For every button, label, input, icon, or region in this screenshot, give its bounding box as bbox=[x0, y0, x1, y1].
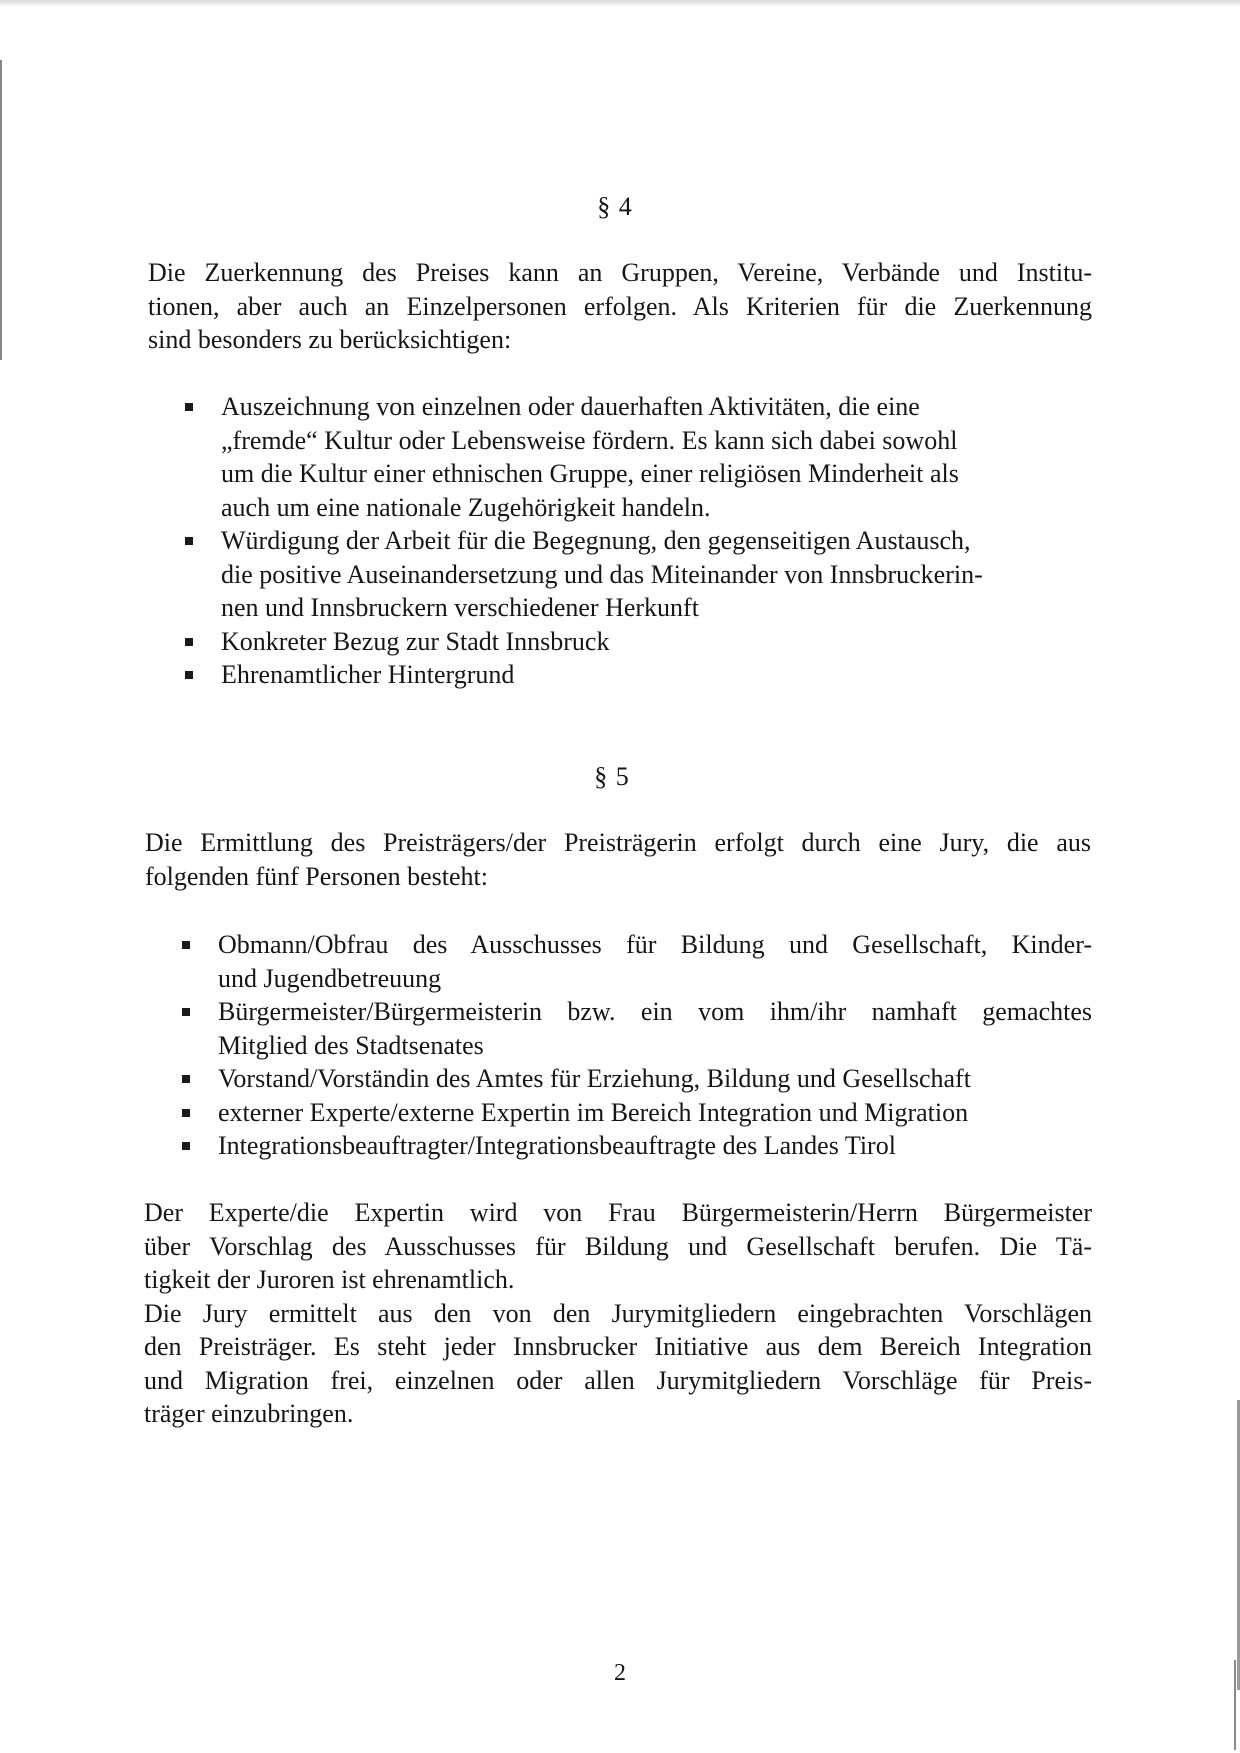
criteria-line: Konkreter Bezug zur Stadt Innsbruck bbox=[221, 626, 610, 656]
criteria-line: um die Kultur einer ethnischen Gruppe, einer religiösen Minderheit als bbox=[221, 459, 959, 488]
jury-member-line: externer Experte/externe Expertin im Bereich Integration und Migration bbox=[218, 1097, 969, 1127]
bullet-square-icon bbox=[185, 537, 193, 545]
section-5-closing-line: und Migration frei, einzelnen oder allen Jurymitgliedern Vorschläge für Preis- bbox=[144, 1365, 1092, 1395]
bullet-square-icon bbox=[182, 941, 190, 949]
scan-edge-top bbox=[0, 0, 1240, 7]
jury-member-line: Bürgermeister/Bürgermeisterin bzw. ein vom ihm/ihr namhaft gemachtes bbox=[218, 997, 1092, 1026]
jury-member-item bbox=[182, 995, 1092, 1062]
section-5-closing-line: träger einzubringen. bbox=[144, 1399, 354, 1428]
section-5-closing-line: tigkeit der Juroren ist ehrenamtlich. bbox=[144, 1265, 515, 1294]
section-5-jury-list bbox=[182, 928, 1092, 1163]
jury-member-item bbox=[182, 928, 1092, 995]
criteria-line: „fremde“ Kultur oder Lebensweise fördern. Es kann sich dabei sowohl bbox=[221, 425, 958, 455]
section-5-intro-line: Die Ermittlung des Preisträgers/der Preisträgerin erfolgt durch eine Jury, die aus bbox=[145, 828, 1091, 857]
section-4-intro-line: tionen, aber auch an Einzelpersonen erfolgen. Als Kriterien für die Zuerkennung bbox=[148, 291, 1092, 321]
bullet-square-icon bbox=[182, 1142, 190, 1150]
criteria-item bbox=[185, 658, 1085, 692]
section-5-closing-line: Die Jury ermittelt aus den von den Jurymitgliedern eingebrachten Vorschlägen bbox=[144, 1298, 1092, 1328]
section-5-closing bbox=[144, 1196, 1092, 1431]
criteria-line: Auszeichnung von einzelnen oder dauerhaften Aktivitäten, die eine bbox=[221, 392, 920, 421]
page-number: 2 bbox=[614, 1660, 626, 1686]
section-4-intro bbox=[148, 256, 1092, 357]
section-5-intro bbox=[145, 826, 1091, 893]
section-4-title: § 4 bbox=[597, 192, 633, 221]
section-5-closing-line: über Vorschlag des Ausschusses für Bildung und Gesellschaft berufen. Die Tä- bbox=[144, 1231, 1092, 1261]
bullet-square-icon bbox=[185, 638, 193, 646]
section-5-closing-line: den Preisträger. Es steht jeder Innsbrucker Initiative aus dem Bereich Integration bbox=[144, 1332, 1092, 1361]
jury-member-line: Obmann/Obfrau des Ausschusses für Bildung und Gesellschaft, Kinder- bbox=[218, 930, 1092, 959]
jury-member-line: und Jugendbetreuung bbox=[218, 963, 442, 993]
jury-member-item bbox=[182, 1096, 1092, 1130]
bullet-square-icon bbox=[182, 1109, 190, 1117]
section-4-intro-line: Die Zuerkennung des Preises kann an Gruppen, Vereine, Verbände und Institu- bbox=[148, 258, 1092, 287]
jury-member-line: Vorstand/Vorständin des Amtes für Erziehung, Bildung und Gesellschaft bbox=[218, 1064, 971, 1093]
criteria-item bbox=[185, 524, 1085, 625]
jury-member-line: Mitglied des Stadtsenates bbox=[218, 1030, 484, 1060]
criteria-line: nen und Innsbruckern verschiedener Herkunft bbox=[221, 593, 699, 622]
criteria-line: Würdigung der Arbeit für die Begegnung, den gegenseitigen Austausch, bbox=[221, 526, 971, 555]
section-5-intro-line: folgenden fünf Personen besteht: bbox=[145, 861, 488, 891]
section-5-closing-line: Der Experte/die Expertin wird von Frau Bürgermeisterin/Herrn Bürgermeister bbox=[144, 1198, 1092, 1227]
jury-member-item bbox=[182, 1062, 1092, 1096]
section-4-intro-line: sind besonders zu berücksichtigen: bbox=[148, 325, 512, 354]
jury-member-line: Integrationsbeauftragter/Integrationsbeauftragte des Landes Tirol bbox=[218, 1131, 896, 1160]
bullet-square-icon bbox=[185, 671, 193, 679]
criteria-item bbox=[185, 625, 1085, 659]
criteria-line: Ehrenamtlicher Hintergrund bbox=[221, 660, 515, 689]
section-4-criteria-list bbox=[185, 390, 1085, 692]
section-5-title: § 5 bbox=[594, 762, 630, 791]
jury-member-item bbox=[182, 1129, 1092, 1163]
criteria-item bbox=[185, 390, 1085, 524]
criteria-line: die positive Auseinandersetzung und das Miteinander von Innsbruckerin- bbox=[221, 559, 983, 589]
bullet-square-icon bbox=[182, 1008, 190, 1016]
bullet-square-icon bbox=[185, 403, 193, 411]
bullet-square-icon bbox=[182, 1075, 190, 1083]
criteria-line: auch um eine nationale Zugehörigkeit handeln. bbox=[221, 492, 711, 522]
